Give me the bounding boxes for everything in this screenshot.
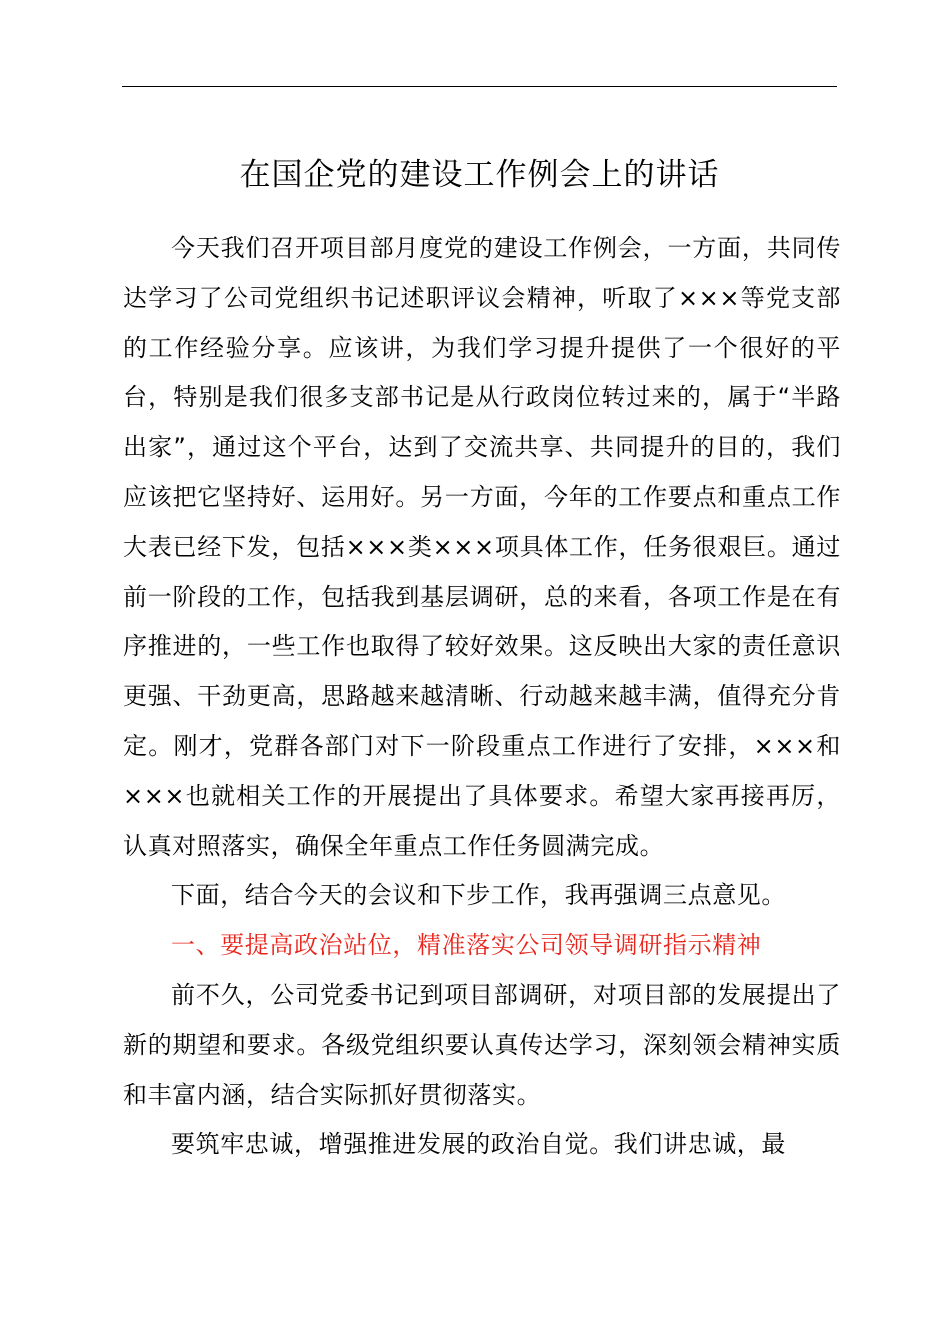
header-rule [122, 86, 837, 87]
section-heading-1: 一、要提高政治站位，精准落实公司领导调研指示精神 [171, 931, 762, 960]
document-body [123, 224, 841, 1170]
paragraph-transition: 下面，结合今天的会议和下步工作，我再强调三点意见。 [171, 881, 786, 910]
paragraph-section-1-a: 前不久，公司党委书记到项目部调研，对项目部的发展提出了新的期望和要求。各级党组织要认真传达学习，深刻领会精神实质和丰富内涵，结合实际抓好贯彻落实。 [123, 980, 841, 1109]
paragraph-section-1-b: 要筑牢忠诚，增强推进发展的政治自觉。我们讲忠诚，最 [171, 1130, 786, 1159]
document-title: 在国企党的建设工作例会上的讲话 [239, 157, 720, 193]
paragraph-intro: 今天我们召开项目部月度党的建设工作例会，一方面，共同传达学习了公司党组织书记述职评议会精神，听取了×××等党支部的工作经验分享。应该讲，为我们学习提升提供了一个很好的平台，特别是我们很多支部书记是从行政岗位转过来的，属于“半路出家”，通过这个平台，达到了交流共享、共同提升的目的，我们应该把它坚持好、运用好。另一方面，今年的工作要点和重点工作大表已经下发，包括×××类×××项具体工作，任务很艰巨。通过前一阶段的工作，包括我到基层调研，总的来看，各项工作是在有序推进的，一些工作也取得了较好效果。这反映出大家的责任意识更强、干劲更高，思路越来越清晰、行动越来越丰满，值得充分肯定。刚才，党群各部门对下一阶段重点工作进行了安排，×××和×××也就相关工作的开展提出了具体要求。希望大家再接再厉，认真对照落实，确保全年重点工作任务圆满完成。 [123, 234, 841, 860]
